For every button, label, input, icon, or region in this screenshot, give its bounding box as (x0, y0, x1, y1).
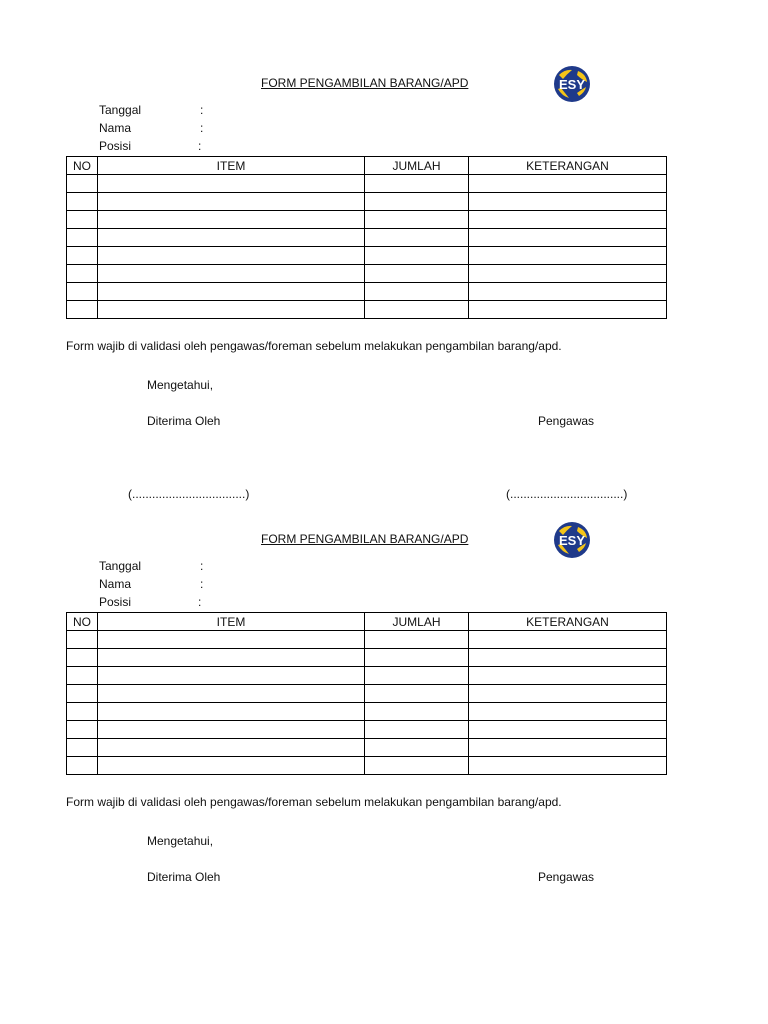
cell-jumlah (365, 685, 469, 703)
cell-jumlah (365, 265, 469, 283)
cell-no (67, 301, 98, 319)
cell-item (98, 649, 365, 667)
cell-keterangan (469, 211, 667, 229)
diterima-oleh-label: Diterima Oleh (147, 414, 221, 428)
table-row (67, 301, 667, 319)
table-row (67, 631, 667, 649)
cell-item (98, 757, 365, 775)
field-nama-colon: : (200, 577, 204, 591)
cell-item (98, 301, 365, 319)
cell-item (98, 667, 365, 685)
cell-keterangan (469, 631, 667, 649)
field-tanggal-label: Tanggal (99, 559, 142, 573)
cell-keterangan (469, 649, 667, 667)
table-row (67, 175, 667, 193)
cell-no (67, 631, 98, 649)
cell-no (67, 739, 98, 757)
logo-text: ESY (558, 533, 586, 548)
cell-item (98, 265, 365, 283)
cell-keterangan (469, 703, 667, 721)
header-no: NO (67, 613, 98, 631)
pengawas-label: Pengawas (538, 870, 595, 884)
header-item: ITEM (98, 157, 365, 175)
table-row (67, 193, 667, 211)
cell-jumlah (365, 229, 469, 247)
cell-no (67, 265, 98, 283)
company-logo (553, 65, 591, 103)
pengawas-label: Pengawas (538, 414, 595, 428)
items-table (66, 612, 667, 775)
items-table (66, 156, 667, 319)
form-title: FORM PENGAMBILAN BARANG/APD (261, 76, 469, 90)
header-keterangan: KETERANGAN (469, 613, 667, 631)
mengetahui-label: Mengetahui, (147, 378, 214, 392)
cell-jumlah (365, 703, 469, 721)
cell-keterangan (469, 721, 667, 739)
cell-item (98, 247, 365, 265)
table-row (67, 283, 667, 301)
cell-no (67, 211, 98, 229)
table-row (67, 265, 667, 283)
table-header-row (67, 157, 667, 175)
signature-line-right: (..................................) (506, 487, 628, 501)
header-keterangan: KETERANGAN (469, 157, 667, 175)
cell-keterangan (469, 283, 667, 301)
field-nama-label: Nama (99, 577, 132, 591)
cell-jumlah (365, 721, 469, 739)
cell-no (67, 193, 98, 211)
table-row (67, 757, 667, 775)
cell-jumlah (365, 649, 469, 667)
cell-item (98, 631, 365, 649)
field-nama-colon: : (200, 121, 204, 135)
cell-keterangan (469, 301, 667, 319)
cell-jumlah (365, 757, 469, 775)
table-row (67, 739, 667, 757)
table-row (67, 211, 667, 229)
cell-item (98, 685, 365, 703)
validation-note: Form wajib di validasi oleh pengawas/foreman sebelum melakukan pengambilan barang/apd. (66, 339, 562, 353)
cell-jumlah (365, 667, 469, 685)
diterima-oleh-label: Diterima Oleh (147, 870, 221, 884)
header-jumlah: JUMLAH (365, 157, 469, 175)
table-row (67, 721, 667, 739)
cell-no (67, 649, 98, 667)
logo-text: ESY (558, 77, 586, 92)
field-tanggal-label: Tanggal (99, 103, 142, 117)
table-row (67, 667, 667, 685)
cell-no (67, 757, 98, 775)
cell-keterangan (469, 229, 667, 247)
cell-no (67, 667, 98, 685)
cell-no (67, 229, 98, 247)
cell-jumlah (365, 175, 469, 193)
header-jumlah: JUMLAH (365, 613, 469, 631)
cell-no (67, 283, 98, 301)
cell-item (98, 283, 365, 301)
cell-jumlah (365, 193, 469, 211)
cell-jumlah (365, 301, 469, 319)
cell-no (67, 721, 98, 739)
header-item: ITEM (98, 613, 365, 631)
cell-keterangan (469, 265, 667, 283)
cell-item (98, 739, 365, 757)
cell-jumlah (365, 631, 469, 649)
cell-jumlah (365, 739, 469, 757)
cell-keterangan (469, 193, 667, 211)
cell-keterangan (469, 667, 667, 685)
field-posisi-label: Posisi (99, 139, 132, 153)
field-nama-label: Nama (99, 121, 132, 135)
table-row (67, 229, 667, 247)
table-row (67, 649, 667, 667)
field-tanggal-colon: : (200, 103, 204, 117)
field-posisi-colon: : (198, 595, 202, 609)
cell-item (98, 229, 365, 247)
validation-note: Form wajib di validasi oleh pengawas/foreman sebelum melakukan pengambilan barang/apd. (66, 795, 562, 809)
cell-jumlah (365, 283, 469, 301)
cell-item (98, 703, 365, 721)
header-no: NO (67, 157, 98, 175)
cell-no (67, 703, 98, 721)
field-tanggal-colon: : (200, 559, 204, 573)
cell-keterangan (469, 175, 667, 193)
cell-no (67, 685, 98, 703)
cell-item (98, 721, 365, 739)
table-row (67, 685, 667, 703)
cell-keterangan (469, 739, 667, 757)
cell-keterangan (469, 247, 667, 265)
signature-line-left: (..................................) (128, 487, 250, 501)
cell-no (67, 247, 98, 265)
mengetahui-label: Mengetahui, (147, 834, 214, 848)
form-title: FORM PENGAMBILAN BARANG/APD (261, 532, 469, 546)
cell-keterangan (469, 685, 667, 703)
cell-jumlah (365, 247, 469, 265)
cell-no (67, 175, 98, 193)
cell-item (98, 193, 365, 211)
table-row (67, 247, 667, 265)
cell-keterangan (469, 757, 667, 775)
table-header-row (67, 613, 667, 631)
field-posisi-colon: : (198, 139, 202, 153)
cell-jumlah (365, 211, 469, 229)
cell-item (98, 175, 365, 193)
field-posisi-label: Posisi (99, 595, 132, 609)
company-logo (553, 521, 591, 559)
cell-item (98, 211, 365, 229)
table-row (67, 703, 667, 721)
